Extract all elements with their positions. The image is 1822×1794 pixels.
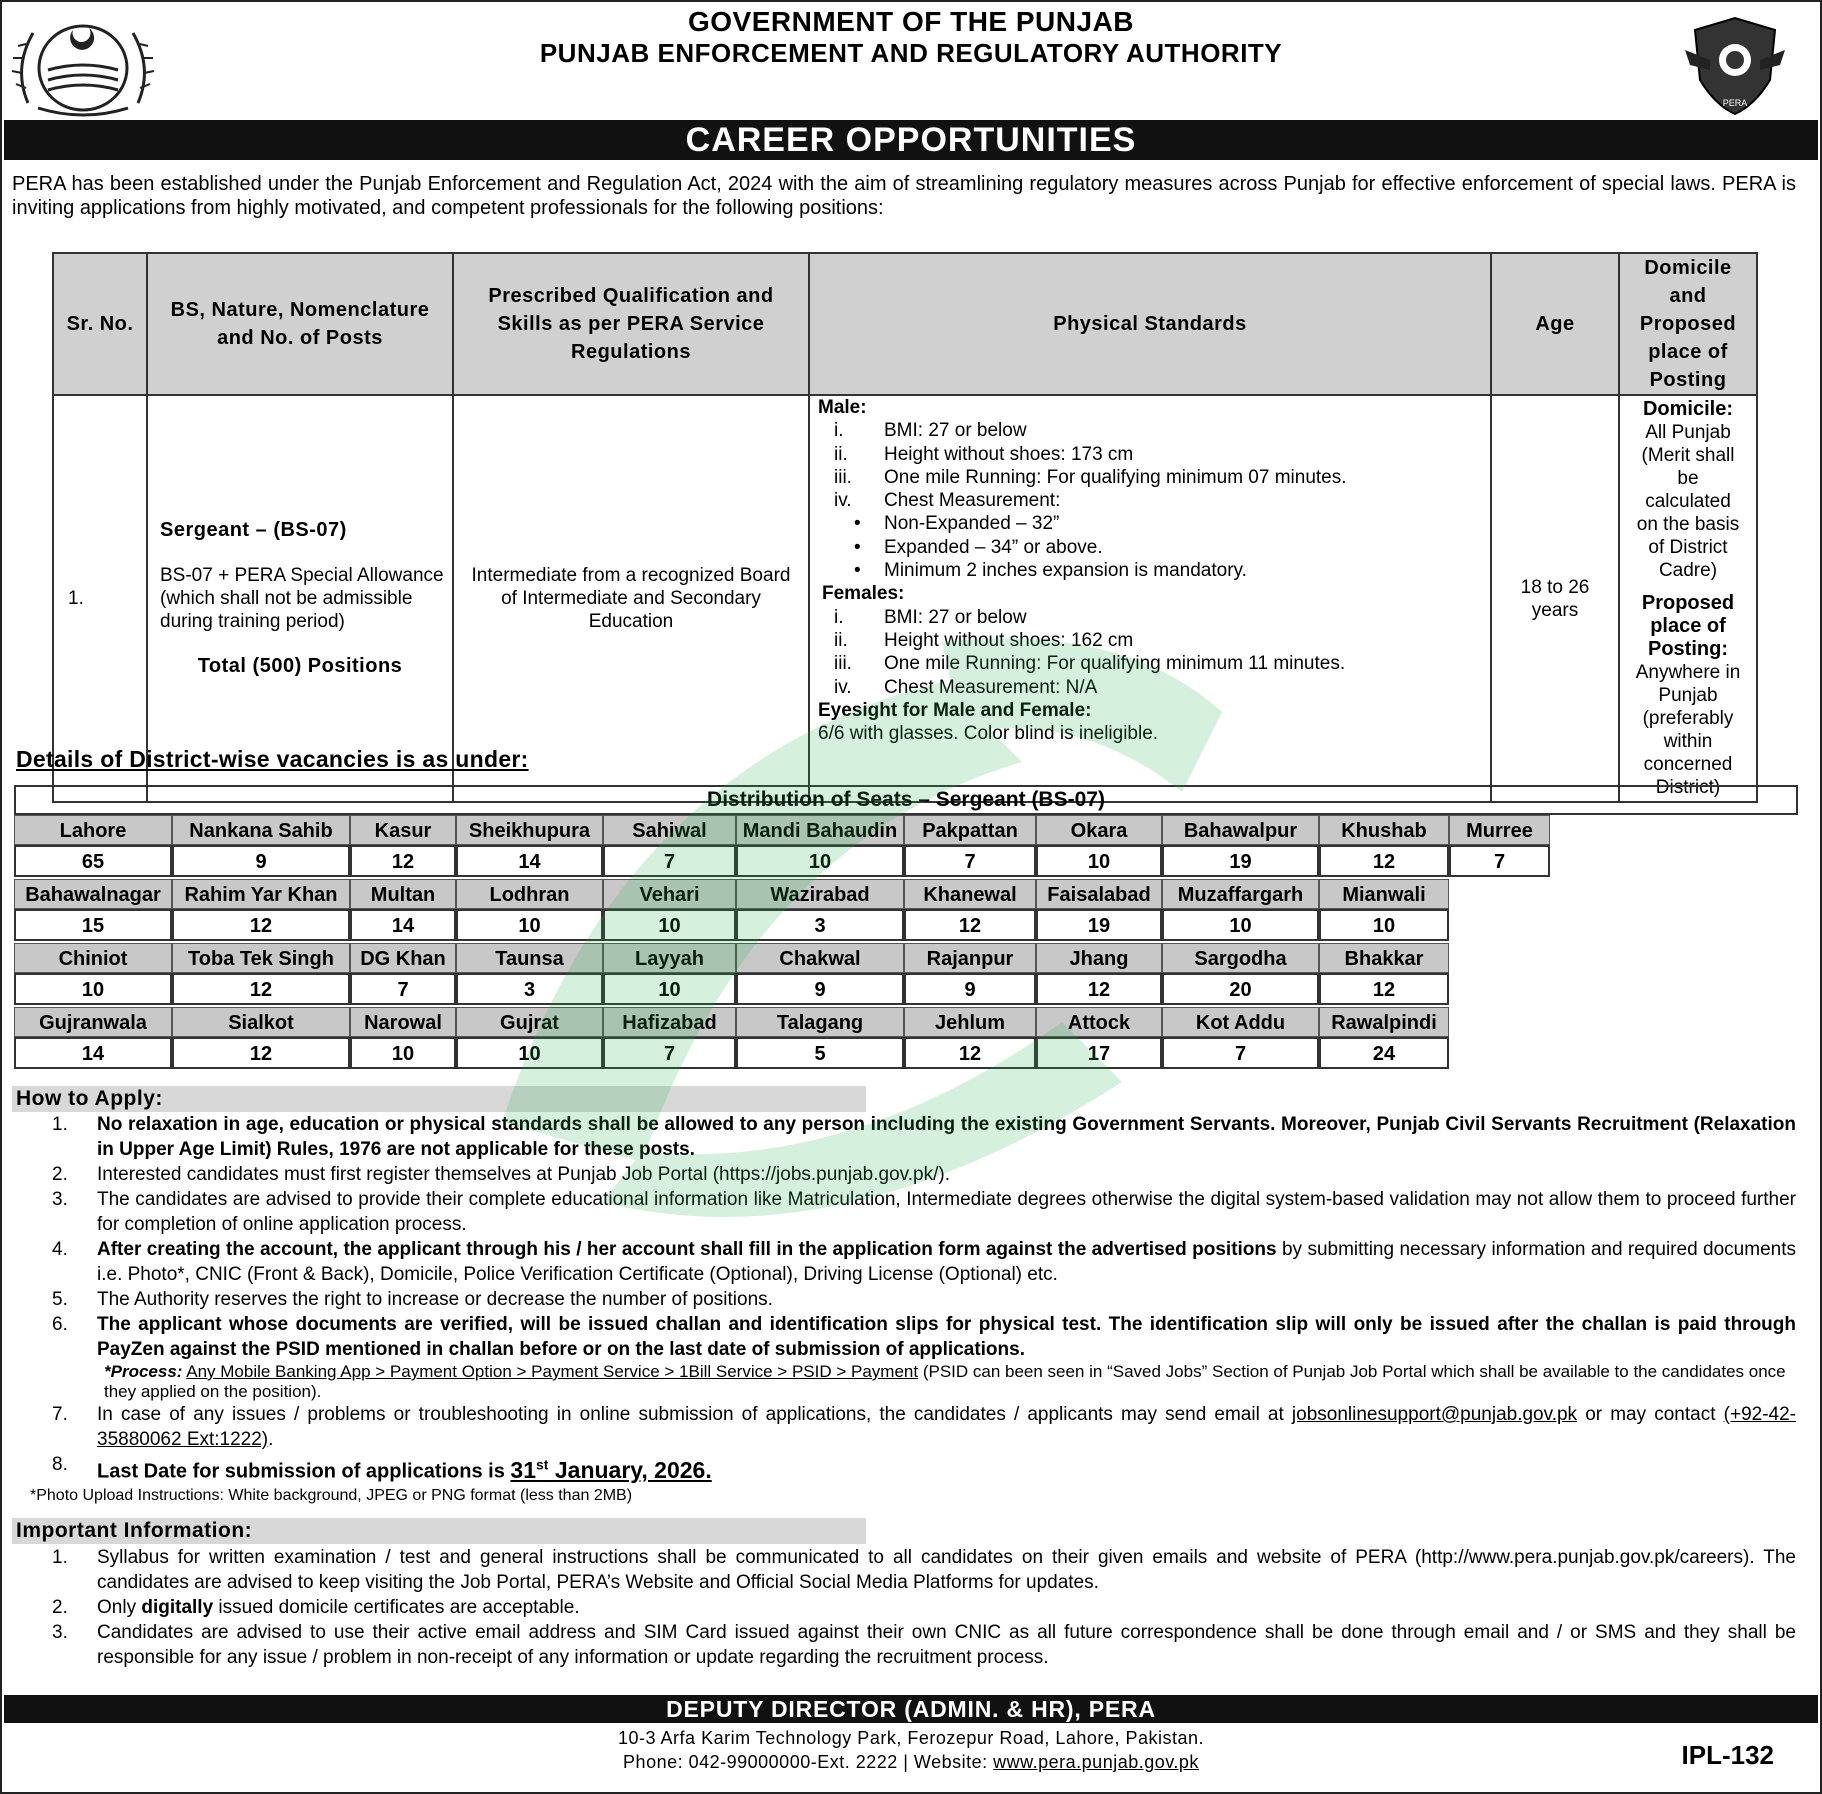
district-name: Rajanpur [904,943,1036,973]
district-name: Gujrat [456,1007,603,1037]
item-text: Last Date for submission of applications is 31st January, 2026. [97,1456,712,1483]
district-name: Hafizabad [603,1007,736,1037]
district-name: Chakwal [736,943,904,973]
list-item [818,676,1482,699]
district-name: Taunsa [456,943,603,973]
district-seats: 3 [456,973,603,1005]
item-number: ii. [834,443,848,465]
item-text: The candidates are advised to provide their complete educational information like Matriculation, Intermediate degrees otherwise the digital system-based validation may not allow them to proceed further for completion of online application process. [97,1189,1796,1235]
footer-title: DEPUTY DIRECTOR (ADMIN. & HR), PERA [4,1695,1818,1723]
item-text: Minimum 2 inches expansion is mandatory. [884,560,1247,582]
list-item [2,1187,1796,1237]
district-vacancies-heading: Details of District-wise vacancies is as under: [16,746,529,772]
district-name: Khanewal [904,879,1036,909]
item-text: One mile Running: For qualifying minimum 11 minutes. [884,653,1346,675]
list-item [818,489,1482,512]
district-seats: 7 [1162,1037,1319,1069]
important-info-list [2,1545,1796,1670]
district-name: Jehlum [904,1007,1036,1037]
domicile-text: All Punjab (Merit shall be calculated on the basis of District Cadre) [1636,422,1740,581]
district-seats: 14 [456,845,603,877]
posting-heading: Proposed place of Posting: [1641,592,1735,660]
district-name: Nankana Sahib [172,815,350,845]
list-item [818,606,1482,629]
header [2,2,1820,122]
district-seats: 12 [904,909,1036,941]
district-seats: 7 [603,1037,736,1069]
post-total: Total (500) Positions [197,655,403,677]
bullet-icon: • [854,513,861,535]
male-heading: Male: [818,397,867,418]
district-seats: 9 [736,973,904,1005]
item-text: Non-Expanded – 32” [884,513,1060,535]
list-item [818,536,1482,559]
item-text: Height without shoes: 162 cm [884,629,1134,651]
physical-standards-list [818,396,1482,745]
district-name: Mianwali [1319,879,1449,909]
district-seats: 10 [456,1037,603,1069]
district-seats: 7 [603,845,736,877]
district-name: Kot Addu [1162,1007,1319,1037]
item-number: iv. [834,490,852,512]
district-seats: 3 [736,909,904,941]
table-row [53,395,1757,802]
last-date: 31st January, 2026. [510,1456,712,1483]
district-name: Lahore [14,815,172,845]
item-text: Chest Measurement: N/A [884,676,1098,698]
ipl-reference: IPL-132 [1681,1740,1774,1770]
list-item [818,629,1482,652]
item-number: 7. [52,1404,68,1425]
item-text: Height without shoes: 173 cm [884,443,1134,465]
item-number: 5. [52,1289,68,1310]
district-seats: 10 [350,1037,456,1069]
list-item [2,1287,1796,1312]
post-title: Sergeant – (BS-07) [160,519,347,541]
support-phone: (+92-42-35880062 Ext:1222) [97,1404,1796,1450]
item-number: 4. [52,1239,68,1260]
item-number: 2. [52,1164,68,1185]
item-number: 3. [52,1622,68,1643]
header-domicile: Domicile and Proposed place of Posting [1619,253,1757,395]
domicile-heading: Domicile: [1642,398,1734,420]
district-seats: 7 [1449,845,1550,877]
distribution-title: Distribution of Seats – Sergeant (BS-07) [14,785,1798,815]
district-name: Faisalabad [1036,879,1162,909]
district-seats: 12 [904,1037,1036,1069]
item-number: 2. [52,1597,68,1618]
footer-phone: Phone: 042-99000000-Ext. 2222 | Website: [623,1752,994,1772]
process-steps: Any Mobile Banking App > Payment Option > Payment Service > 1Bill Service > PSID > Payment [186,1362,919,1381]
district-seats: 5 [736,1037,904,1069]
district-seats: 65 [14,845,172,877]
district-name: Bhakkar [1319,943,1449,973]
list-item [2,1595,1796,1620]
list-item [818,419,1482,442]
district-name: Murree [1449,815,1550,845]
item-text: Interested candidates must first register themselves at Punjab Job Portal (https://jobs.punjab.gov.pk/). [97,1164,950,1185]
item-number: 8. [52,1454,68,1475]
list-item [818,466,1482,489]
list-item [2,1545,1796,1595]
distribution-table [14,785,1798,1075]
domicile-cell [1619,395,1757,802]
district-seats: 12 [1319,845,1449,877]
support-email-link[interactable]: jobsonlinesupport@punjab.gov.pk [1291,1404,1578,1425]
district-seats: 17 [1036,1037,1162,1069]
district-seats: 9 [172,845,350,877]
positions-table [52,252,1758,803]
bullet-icon: • [854,536,861,558]
district-seats: 14 [350,909,456,941]
header-physical-standards: Physical Standards [809,253,1491,395]
district-seats: 10 [603,973,736,1005]
district-name: Sargodha [1162,943,1319,973]
district-name: Gujranwala [14,1007,172,1037]
item-text: BMI: 27 or below [884,420,1027,442]
item-text: Syllabus for written examination / test and general instructions shall be communicated to all candidates on their given emails and website of PERA (http://www.pera.punjab.gov.pk/careers). The candidates are advised to keep visiting the Job Portal, PERA’s Website and Official Social Media Platforms for updates. [97,1547,1796,1593]
sr-no-cell: 1. [53,395,147,802]
item-text: One mile Running: For qualifying minimum 07 minutes. [884,466,1347,488]
item-number: iv. [834,676,852,698]
footer-contact [2,1750,1820,1774]
item-text: Chest Measurement: [884,490,1061,512]
list-item [2,1312,1796,1362]
district-seats: 9 [904,973,1036,1005]
item-bold-text: digitally [141,1597,214,1618]
district-seats: 12 [1036,973,1162,1005]
district-name: Sheikhupura [456,815,603,845]
district-name: Kasur [350,815,456,845]
domicile-block [1628,398,1748,799]
item-number: iii. [834,466,852,488]
header-bs-nature: BS, Nature, Nomenclature and No. of Posts [147,253,453,395]
header-sr-no: Sr. No. [53,253,147,395]
item-number: i. [834,606,844,628]
item-number: ii. [834,629,848,651]
district-seats: 10 [736,845,904,877]
pera-emblem-icon [1680,10,1790,120]
footer-address-block [2,1726,1820,1774]
payment-process-note: *Process: Any Mobile Banking App > Payment Option > Payment Service > 1Bill Service > PSID > Payment (PSID can been seen in “Saved Jobs” Section of Punjab Job Portal which shall be available to the candidates once they applied on the position). [104,1362,1786,1401]
district-name: Bahawalpur [1162,815,1319,845]
district-name: Chiniot [14,943,172,973]
item-text: The applicant whose documents are verified, will be issued challan and identification slips for physical test. The identification slip will only be issued after the challan is paid through PayZen against the PSID mentioned in challan before or on the last date of submission of applications. [97,1314,1796,1360]
district-name: Vehari [603,879,736,909]
district-seats: 12 [350,845,456,877]
district-seats: 20 [1162,973,1319,1005]
item-text: No relaxation in age, education or physical standards shall be allowed to any person including the existing Government Servants. Moreover, Punjab Civil Servants Recruitment (Relaxation in Upper Age Limit) Rules, 1976 are not applicable for these posts. [97,1114,1796,1160]
district-seats: 12 [172,909,350,941]
item-number: 1. [52,1114,68,1135]
district-name: Layyah [603,943,736,973]
district-name: Mandi Bahaudin [736,815,904,845]
pera-logo-text: PERA [1722,98,1748,108]
item-text: BMI: 27 or below [884,606,1027,628]
how-to-apply-heading: How to Apply: [12,1086,866,1112]
district-seats: 10 [1036,845,1162,877]
footer-address: 10-3 Arfa Karim Technology Park, Ferozepur Road, Lahore, Pakistan. [618,1728,1204,1748]
district-seats: 10 [603,909,736,941]
district-name: Toba Tek Singh [172,943,350,973]
header-age: Age [1491,253,1619,395]
career-opportunities-banner: CAREER OPPORTUNITIES [4,120,1818,160]
eyesight-text: 6/6 with glasses. Color blind is ineligible. [818,723,1159,745]
district-seats: 12 [172,973,350,1005]
district-name: Rawalpindi [1319,1007,1449,1037]
post-cell [147,395,453,802]
how-to-apply-list [2,1112,1796,1507]
district-seats: 12 [1319,973,1449,1005]
date-suffix: st [536,1456,549,1472]
list-item [2,1237,1796,1287]
list-item [2,1620,1796,1670]
important-info-heading: Important Information: [12,1518,866,1544]
post-description: BS-07 + PERA Special Allowance (which shall not be admissible during training period) [160,565,444,632]
district-seats: 10 [1162,909,1319,941]
authority-title: PUNJAB ENFORCEMENT AND REGULATORY AUTHORITY [539,38,1283,68]
list-item [2,1162,1796,1187]
district-seats: 12 [172,1037,350,1069]
district-seats: 15 [14,909,172,941]
district-name: Narowal [350,1007,456,1037]
district-seats: 19 [1162,845,1319,877]
positions-table-header [53,253,1757,395]
district-name: Bahawalnagar [14,879,172,909]
district-name: Okara [1036,815,1162,845]
district-seats: 14 [14,1037,172,1069]
list-item [818,559,1482,582]
district-name: Sahiwal [603,815,736,845]
item-number: 3. [52,1189,68,1210]
photo-upload-note: *Photo Upload Instructions: White background, JPEG or PNG format (less than 2MB) [30,1486,633,1504]
item-bold-text: After creating the account, the applicant through his / her account shall fill in the application form against the advertised positions [97,1239,1277,1260]
posting-text: Anywhere in Punjab (preferably within concerned District) [1635,662,1741,798]
header-qualification: Prescribed Qualification and Skills as per PERA Service Regulations [453,253,809,395]
item-text: After creating the account, the applicant through his / her account shall fill in the application form against the advertised positions by submitting necessary information and required documents i.e. Photo*, CNIC (Front & Back), Domicile, Police Verification Certificate (Optional), Driving License (Optional) etc. [97,1239,1796,1285]
district-name: DG Khan [350,943,456,973]
district-seats: 10 [14,973,172,1005]
district-name: Attock [1036,1007,1162,1037]
female-heading: Females: [822,583,905,605]
item-text: The Authority reserves the right to increase or decrease the number of positions. [97,1289,773,1310]
district-name: Wazirabad [736,879,904,909]
district-seats: 7 [904,845,1036,877]
district-seats: 24 [1319,1037,1449,1069]
bullet-icon: • [854,560,861,582]
list-item [818,652,1482,675]
list-item [818,512,1482,535]
district-name: Muzaffargarh [1162,879,1319,909]
eyesight-heading: Eyesight for Male and Female: [818,699,1092,721]
item-text: Only digitally issued domicile certificates are acceptable. [97,1597,580,1618]
district-seats: 10 [456,909,603,941]
district-name: Lodhran [456,879,603,909]
list-item [2,1402,1796,1452]
district-seats: 10 [1319,909,1449,941]
district-name: Rahim Yar Khan [172,879,350,909]
process-label: *Process: [104,1362,183,1381]
district-seats: 7 [350,973,456,1005]
district-name: Sialkot [172,1007,350,1037]
district-name: Multan [350,879,456,909]
district-name: Khushab [1319,815,1449,845]
qualification-cell: Intermediate from a recognized Board of Intermediate and Secondary Education [453,395,809,802]
item-number: 6. [52,1314,68,1335]
item-text: In case of any issues / problems or troubleshooting in online submission of applications, the candidates / applicants may send email at jobsonlinesupport@punjab.gov.pk or may contact (+92-42-35880062 Ext:1222). [97,1404,1796,1450]
district-name: Jhang [1036,943,1162,973]
physical-standards-cell [809,395,1491,802]
list-item [2,1452,1796,1485]
age-cell: 18 to 26 years [1491,395,1619,802]
item-text: Candidates are advised to use their active email address and SIM Card issued against their own CNIC as all future correspondence shall be done through email and / or SMS and they shall be responsible for any issue / problem in non-receipt of any information or update regarding the recruitment process. [97,1622,1796,1668]
item-number: i. [834,420,844,442]
government-title: GOVERNMENT OF THE PUNJAB [687,6,1135,37]
item-text: Expanded – 34” or above. [884,536,1103,558]
item-number: 1. [52,1547,68,1568]
district-name: Talagang [736,1007,904,1037]
footer-website-link[interactable]: www.pera.punjab.gov.pk [993,1752,1199,1772]
intro-paragraph: PERA has been established under the Punjab Enforcement and Regulation Act, 2024 with the aim of streamlining regulatory measures across Punjab for effective enforcement of special laws. PERA is inviting applications from highly motivated, and competent professionals for the following positions: [12,173,1796,219]
district-name: Pakpattan [904,815,1036,845]
district-seats: 19 [1036,909,1162,941]
item-number: iii. [834,653,852,675]
list-item [2,1112,1796,1162]
list-item [818,443,1482,466]
